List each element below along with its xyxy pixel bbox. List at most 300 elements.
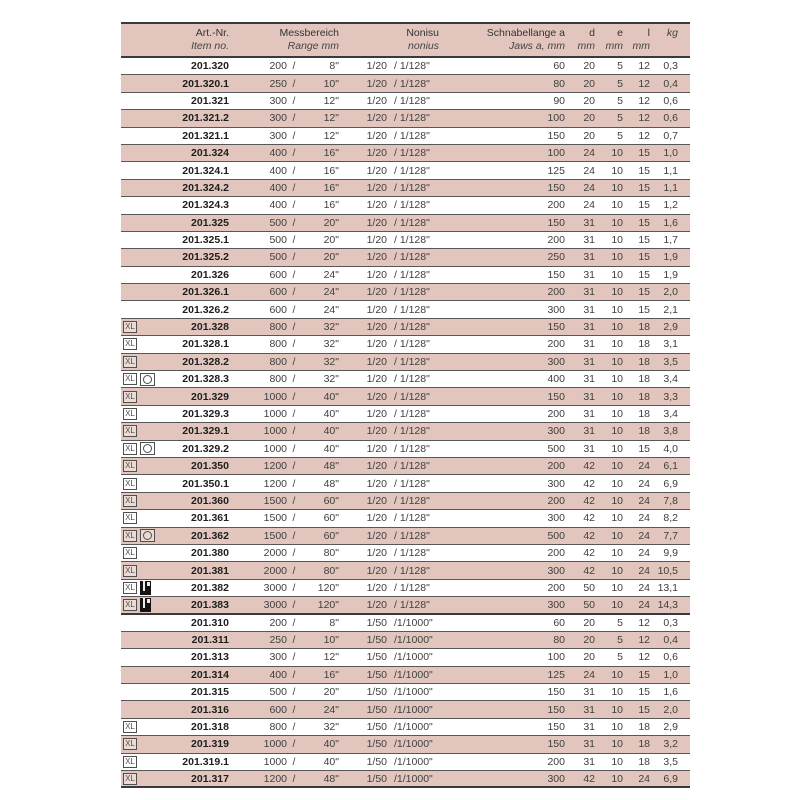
circle-icon — [140, 529, 155, 542]
d-cell: 31 — [583, 373, 595, 386]
kg-cell: 3,4 — [663, 373, 678, 386]
range-separator: / — [292, 772, 296, 785]
range-inch-cell: 32" — [323, 721, 339, 734]
item-no-cell: 201.320 — [191, 60, 229, 73]
range-mm-cell: 600 — [269, 286, 287, 299]
nonius-cell: 1/50 — [366, 634, 387, 647]
nonius-inch-cell: /1/1000" — [394, 738, 433, 751]
nonius-inch-cell: / 1/128" — [394, 112, 430, 125]
kg-cell: 1,9 — [663, 268, 678, 281]
table-row — [121, 145, 690, 162]
range-inch-cell: 40" — [323, 408, 339, 420]
table-row — [121, 441, 690, 458]
range-mm-cell: 1200 — [263, 477, 287, 490]
nonius-cell: 1/20 — [366, 512, 387, 525]
e-cell: 10 — [611, 390, 623, 403]
jaws-cell: 150 — [547, 721, 565, 734]
l-cell: 15 — [638, 234, 650, 247]
d-cell: 31 — [583, 755, 595, 768]
table-row — [121, 771, 690, 788]
table-row — [121, 162, 690, 179]
e-cell: 10 — [611, 721, 623, 734]
e-cell: 10 — [611, 216, 623, 229]
table-row — [121, 510, 690, 527]
row-badges — [121, 460, 165, 472]
nonius-cell: 1/20 — [366, 408, 387, 420]
nonius-inch-cell: / 1/128" — [394, 477, 430, 490]
range-mm-cell: 250 — [269, 634, 287, 647]
nonius-inch-cell: /1/1000" — [394, 616, 433, 629]
xl-badge: XL — [123, 738, 137, 750]
jaws-cell: 500 — [547, 442, 565, 455]
d-cell: 42 — [583, 512, 595, 525]
range-inch-cell: 20" — [323, 216, 339, 229]
jaws-cell: 80 — [553, 634, 565, 647]
range-inch-cell: 48" — [323, 772, 339, 785]
range-mm-cell: 3000 — [263, 598, 287, 611]
l-cell: 15 — [638, 286, 650, 299]
column-header-nonius: Nonisu nonius — [406, 27, 439, 52]
row-badges — [121, 721, 165, 733]
e-cell: 10 — [611, 668, 623, 681]
table-row — [121, 232, 690, 249]
circle-icon — [140, 442, 155, 455]
range-inch-cell: 16" — [323, 147, 339, 160]
e-cell: 10 — [611, 477, 623, 490]
d-cell: 42 — [583, 772, 595, 785]
item-no-cell: 201.329.1 — [182, 425, 229, 438]
row-badges — [121, 773, 165, 785]
d-cell: 31 — [583, 338, 595, 351]
row-badges — [121, 512, 165, 524]
nonius-inch-cell: / 1/128" — [394, 129, 430, 142]
row-badges — [121, 338, 165, 350]
item-no-cell: 201.329 — [191, 390, 229, 403]
l-cell: 12 — [638, 60, 650, 73]
nonius-cell: 1/20 — [366, 286, 387, 299]
table-body — [121, 58, 690, 788]
nonius-cell: 1/20 — [366, 251, 387, 264]
range-inch-cell: 16" — [323, 668, 339, 681]
nonius-inch-cell: / 1/128" — [394, 460, 430, 473]
range-mm-cell: 300 — [269, 129, 287, 142]
nonius-inch-cell: / 1/128" — [394, 529, 430, 542]
d-cell: 20 — [583, 112, 595, 125]
product-spec-table — [121, 22, 690, 788]
kg-cell: 1,2 — [663, 199, 678, 212]
e-cell: 10 — [611, 547, 623, 560]
kg-cell: 4,0 — [663, 442, 678, 455]
range-inch-cell: 16" — [323, 181, 339, 194]
l-cell: 24 — [638, 547, 650, 560]
e-cell: 10 — [611, 598, 623, 611]
column-header-e: e mm — [605, 27, 623, 52]
d-cell: 31 — [583, 216, 595, 229]
jaws-cell: 400 — [547, 373, 565, 386]
nonius-inch-cell: / 1/128" — [394, 442, 430, 455]
range-separator: / — [292, 686, 296, 699]
d-cell: 31 — [583, 390, 595, 403]
kg-cell: 7,8 — [663, 494, 678, 507]
item-no-cell: 201.319.1 — [182, 755, 229, 768]
table-row — [121, 545, 690, 562]
l-cell: 18 — [638, 373, 650, 386]
item-no-cell: 201.383 — [191, 598, 229, 611]
e-cell: 10 — [611, 425, 623, 438]
e-cell: 10 — [611, 581, 623, 594]
xl-badge: XL — [123, 547, 137, 559]
table-row — [121, 667, 690, 684]
kg-cell: 0,4 — [663, 77, 678, 90]
nonius-inch-cell: / 1/128" — [394, 94, 430, 107]
jaws-cell: 60 — [553, 60, 565, 73]
d-cell: 20 — [583, 129, 595, 142]
range-separator: / — [292, 477, 296, 490]
xl-badge: XL — [123, 460, 137, 472]
item-no-cell: 201.320.1 — [182, 77, 229, 90]
range-mm-cell: 250 — [269, 77, 287, 90]
xl-badge: XL — [123, 373, 137, 385]
xl-badge: XL — [123, 356, 137, 368]
jaws-cell: 100 — [547, 651, 565, 664]
range-mm-cell: 1200 — [263, 772, 287, 785]
l-cell: 15 — [638, 703, 650, 716]
table-row — [121, 58, 690, 75]
range-inch-cell: 24" — [323, 303, 339, 316]
range-separator: / — [292, 251, 296, 264]
item-no-cell: 201.329.3 — [182, 408, 229, 420]
range-separator: / — [292, 460, 296, 473]
range-mm-cell: 500 — [269, 251, 287, 264]
l-cell: 15 — [638, 181, 650, 194]
table-header — [121, 22, 690, 58]
range-separator: / — [292, 112, 296, 125]
item-no-cell: 201.328.1 — [182, 338, 229, 351]
range-separator: / — [292, 355, 296, 368]
d-cell: 20 — [583, 60, 595, 73]
e-cell: 5 — [617, 651, 623, 664]
nonius-cell: 1/20 — [366, 425, 387, 438]
d-cell: 20 — [583, 77, 595, 90]
table-row — [121, 284, 690, 301]
range-mm-cell: 400 — [269, 181, 287, 194]
jaws-cell: 150 — [547, 390, 565, 403]
range-mm-cell: 800 — [269, 373, 287, 386]
item-no-cell: 201.326 — [191, 268, 229, 281]
range-separator: / — [292, 234, 296, 247]
e-cell: 10 — [611, 164, 623, 177]
row-badges — [121, 373, 165, 386]
range-mm-cell: 2000 — [263, 564, 287, 577]
e-cell: 10 — [611, 147, 623, 160]
range-mm-cell: 800 — [269, 721, 287, 734]
jaws-cell: 200 — [547, 581, 565, 594]
item-no-cell: 201.311 — [191, 634, 229, 647]
nonius-inch-cell: / 1/128" — [394, 77, 430, 90]
xl-badge: XL — [123, 565, 137, 577]
table-row — [121, 719, 690, 736]
nonius-cell: 1/50 — [366, 651, 387, 664]
jaws-cell: 300 — [547, 512, 565, 525]
nonius-cell: 1/20 — [366, 164, 387, 177]
range-inch-cell: 40" — [323, 442, 339, 455]
item-no-cell: 201.329.2 — [182, 442, 229, 455]
kg-cell: 3,3 — [663, 390, 678, 403]
l-cell: 15 — [638, 686, 650, 699]
nonius-inch-cell: / 1/128" — [394, 268, 430, 281]
e-cell: 5 — [617, 112, 623, 125]
range-separator: / — [292, 390, 296, 403]
table-row — [121, 110, 690, 127]
l-cell: 24 — [638, 494, 650, 507]
item-no-cell: 201.324.1 — [182, 164, 229, 177]
l-cell: 18 — [638, 721, 650, 734]
nonius-cell: 1/20 — [366, 547, 387, 560]
row-badges — [121, 738, 165, 750]
range-separator: / — [292, 494, 296, 507]
range-inch-cell: 120" — [317, 581, 339, 594]
l-cell: 18 — [638, 355, 650, 368]
range-inch-cell: 24" — [323, 703, 339, 716]
table-row — [121, 249, 690, 266]
range-separator: / — [292, 129, 296, 142]
l-cell: 24 — [638, 529, 650, 542]
jaws-cell: 200 — [547, 286, 565, 299]
d-cell: 31 — [583, 442, 595, 455]
xl-badge: XL — [123, 530, 137, 542]
d-cell: 20 — [583, 616, 595, 629]
xl-badge: XL — [123, 408, 137, 420]
table-row — [121, 354, 690, 371]
range-separator: / — [292, 703, 296, 716]
item-no-cell: 201.324 — [191, 147, 229, 160]
item-no-cell: 201.328.2 — [182, 355, 229, 368]
range-mm-cell: 800 — [269, 355, 287, 368]
range-mm-cell: 1000 — [263, 425, 287, 438]
item-no-cell: 201.328.3 — [182, 373, 229, 386]
item-no-cell: 201.380 — [191, 547, 229, 560]
row-badges — [121, 442, 165, 455]
e-cell: 10 — [611, 738, 623, 751]
table-row — [121, 197, 690, 214]
nonius-inch-cell: / 1/128" — [394, 390, 430, 403]
range-separator: / — [292, 303, 296, 316]
row-badges — [121, 547, 165, 559]
table-row — [121, 736, 690, 753]
jaws-cell: 300 — [547, 477, 565, 490]
range-inch-cell: 12" — [323, 129, 339, 142]
range-separator: / — [292, 598, 296, 611]
nonius-cell: 1/20 — [366, 321, 387, 334]
kg-cell: 6,9 — [663, 477, 678, 490]
item-no-cell: 201.316 — [191, 703, 229, 716]
item-no-cell: 201.313 — [191, 651, 229, 664]
xl-badge: XL — [123, 321, 137, 333]
range-inch-cell: 24" — [323, 286, 339, 299]
table-row — [121, 493, 690, 510]
item-no-cell: 201.324.2 — [182, 181, 229, 194]
nonius-cell: 1/20 — [366, 216, 387, 229]
table-row — [121, 180, 690, 197]
kg-cell: 2,0 — [663, 703, 678, 716]
nonius-inch-cell: /1/1000" — [394, 703, 433, 716]
l-cell: 15 — [638, 216, 650, 229]
d-cell: 24 — [583, 164, 595, 177]
nonius-cell: 1/20 — [366, 129, 387, 142]
nonius-cell: 1/20 — [366, 181, 387, 194]
range-mm-cell: 1000 — [263, 755, 287, 768]
l-cell: 12 — [638, 112, 650, 125]
range-separator: / — [292, 181, 296, 194]
item-no-cell: 201.319 — [191, 738, 229, 751]
d-cell: 20 — [583, 651, 595, 664]
e-cell: 10 — [611, 442, 623, 455]
table-row — [121, 615, 690, 632]
item-no-cell: 201.360 — [191, 494, 229, 507]
jaws-cell: 300 — [547, 355, 565, 368]
range-separator: / — [292, 199, 296, 212]
table-row — [121, 406, 690, 423]
e-cell: 10 — [611, 460, 623, 473]
table-row — [121, 371, 690, 388]
range-inch-cell: 40" — [323, 425, 339, 438]
nonius-inch-cell: / 1/128" — [394, 373, 430, 386]
jaws-cell: 200 — [547, 547, 565, 560]
e-cell: 10 — [611, 703, 623, 716]
e-cell: 5 — [617, 60, 623, 73]
item-no-cell: 201.381 — [191, 564, 229, 577]
jaws-cell: 150 — [547, 268, 565, 281]
range-inch-cell: 40" — [323, 755, 339, 768]
item-no-cell: 201.315 — [191, 686, 229, 699]
xl-badge: XL — [123, 773, 137, 785]
nonius-cell: 1/50 — [366, 755, 387, 768]
range-inch-cell: 48" — [323, 460, 339, 473]
range-separator: / — [292, 164, 296, 177]
nonius-cell: 1/20 — [366, 338, 387, 351]
nonius-cell: 1/20 — [366, 529, 387, 542]
e-cell: 5 — [617, 94, 623, 107]
l-cell: 18 — [638, 390, 650, 403]
item-no-cell: 201.326.2 — [182, 303, 229, 316]
kg-cell: 1,7 — [663, 234, 678, 247]
nonius-cell: 1/50 — [366, 668, 387, 681]
l-cell: 18 — [638, 425, 650, 438]
nonius-cell: 1/20 — [366, 373, 387, 386]
jaws-cell: 300 — [547, 772, 565, 785]
row-badges — [121, 478, 165, 490]
range-mm-cell: 1500 — [263, 494, 287, 507]
e-cell: 10 — [611, 686, 623, 699]
range-inch-cell: 60" — [323, 529, 339, 542]
range-mm-cell: 500 — [269, 234, 287, 247]
kg-cell: 6,1 — [663, 460, 678, 473]
kg-cell: 3,2 — [663, 738, 678, 751]
range-mm-cell: 800 — [269, 321, 287, 334]
jaws-cell: 150 — [547, 321, 565, 334]
xl-badge: XL — [123, 495, 137, 507]
l-cell: 15 — [638, 442, 650, 455]
kg-cell: 3,8 — [663, 425, 678, 438]
d-cell: 24 — [583, 199, 595, 212]
d-cell: 31 — [583, 721, 595, 734]
range-mm-cell: 1500 — [263, 512, 287, 525]
e-cell: 10 — [611, 373, 623, 386]
kg-cell: 0,6 — [663, 94, 678, 107]
jaws-cell: 200 — [547, 460, 565, 473]
jaws-cell: 100 — [547, 112, 565, 125]
jaws-cell: 150 — [547, 181, 565, 194]
range-inch-cell: 8" — [329, 616, 339, 629]
item-no-cell: 201.328 — [191, 321, 229, 334]
nonius-inch-cell: / 1/128" — [394, 408, 430, 420]
d-cell: 42 — [583, 564, 595, 577]
range-separator: / — [292, 268, 296, 281]
range-separator: / — [292, 651, 296, 664]
jaws-cell: 300 — [547, 425, 565, 438]
xl-badge: XL — [123, 338, 137, 350]
d-cell: 31 — [583, 425, 595, 438]
xl-badge: XL — [123, 478, 137, 490]
item-no-cell: 201.361 — [191, 512, 229, 525]
nonius-inch-cell: / 1/128" — [394, 321, 430, 334]
item-no-cell: 201.321.2 — [182, 112, 229, 125]
e-cell: 5 — [617, 77, 623, 90]
range-inch-cell: 32" — [323, 338, 339, 351]
nonius-cell: 1/50 — [366, 703, 387, 716]
nonius-cell: 1/50 — [366, 686, 387, 699]
nonius-cell: 1/20 — [366, 460, 387, 473]
d-cell: 42 — [583, 529, 595, 542]
nonius-cell: 1/20 — [366, 442, 387, 455]
range-mm-cell: 200 — [269, 60, 287, 73]
row-badges — [121, 756, 165, 768]
d-cell: 31 — [583, 408, 595, 420]
e-cell: 10 — [611, 564, 623, 577]
table-row — [121, 597, 690, 614]
range-separator: / — [292, 564, 296, 577]
range-mm-cell: 600 — [269, 703, 287, 716]
table-row — [121, 475, 690, 492]
nonius-cell: 1/20 — [366, 60, 387, 73]
range-separator: / — [292, 286, 296, 299]
black-gauge-icon — [140, 598, 151, 612]
kg-cell: 0,7 — [663, 129, 678, 142]
row-badges — [121, 408, 165, 420]
circle-icon — [140, 373, 155, 386]
range-inch-cell: 40" — [323, 390, 339, 403]
l-cell: 15 — [638, 164, 650, 177]
jaws-cell: 125 — [547, 668, 565, 681]
nonius-inch-cell: / 1/128" — [394, 494, 430, 507]
range-mm-cell: 600 — [269, 268, 287, 281]
nonius-inch-cell: / 1/128" — [394, 164, 430, 177]
l-cell: 12 — [638, 616, 650, 629]
l-cell: 24 — [638, 512, 650, 525]
range-inch-cell: 12" — [323, 651, 339, 664]
item-no-cell: 201.362 — [191, 529, 229, 542]
l-cell: 18 — [638, 321, 650, 334]
table-row — [121, 336, 690, 353]
l-cell: 15 — [638, 147, 650, 160]
range-separator: / — [292, 721, 296, 734]
kg-cell: 3,1 — [663, 338, 678, 351]
d-cell: 31 — [583, 355, 595, 368]
xl-badge: XL — [123, 599, 137, 611]
kg-cell: 1,6 — [663, 686, 678, 699]
range-mm-cell: 200 — [269, 616, 287, 629]
nonius-inch-cell: /1/1000" — [394, 755, 433, 768]
